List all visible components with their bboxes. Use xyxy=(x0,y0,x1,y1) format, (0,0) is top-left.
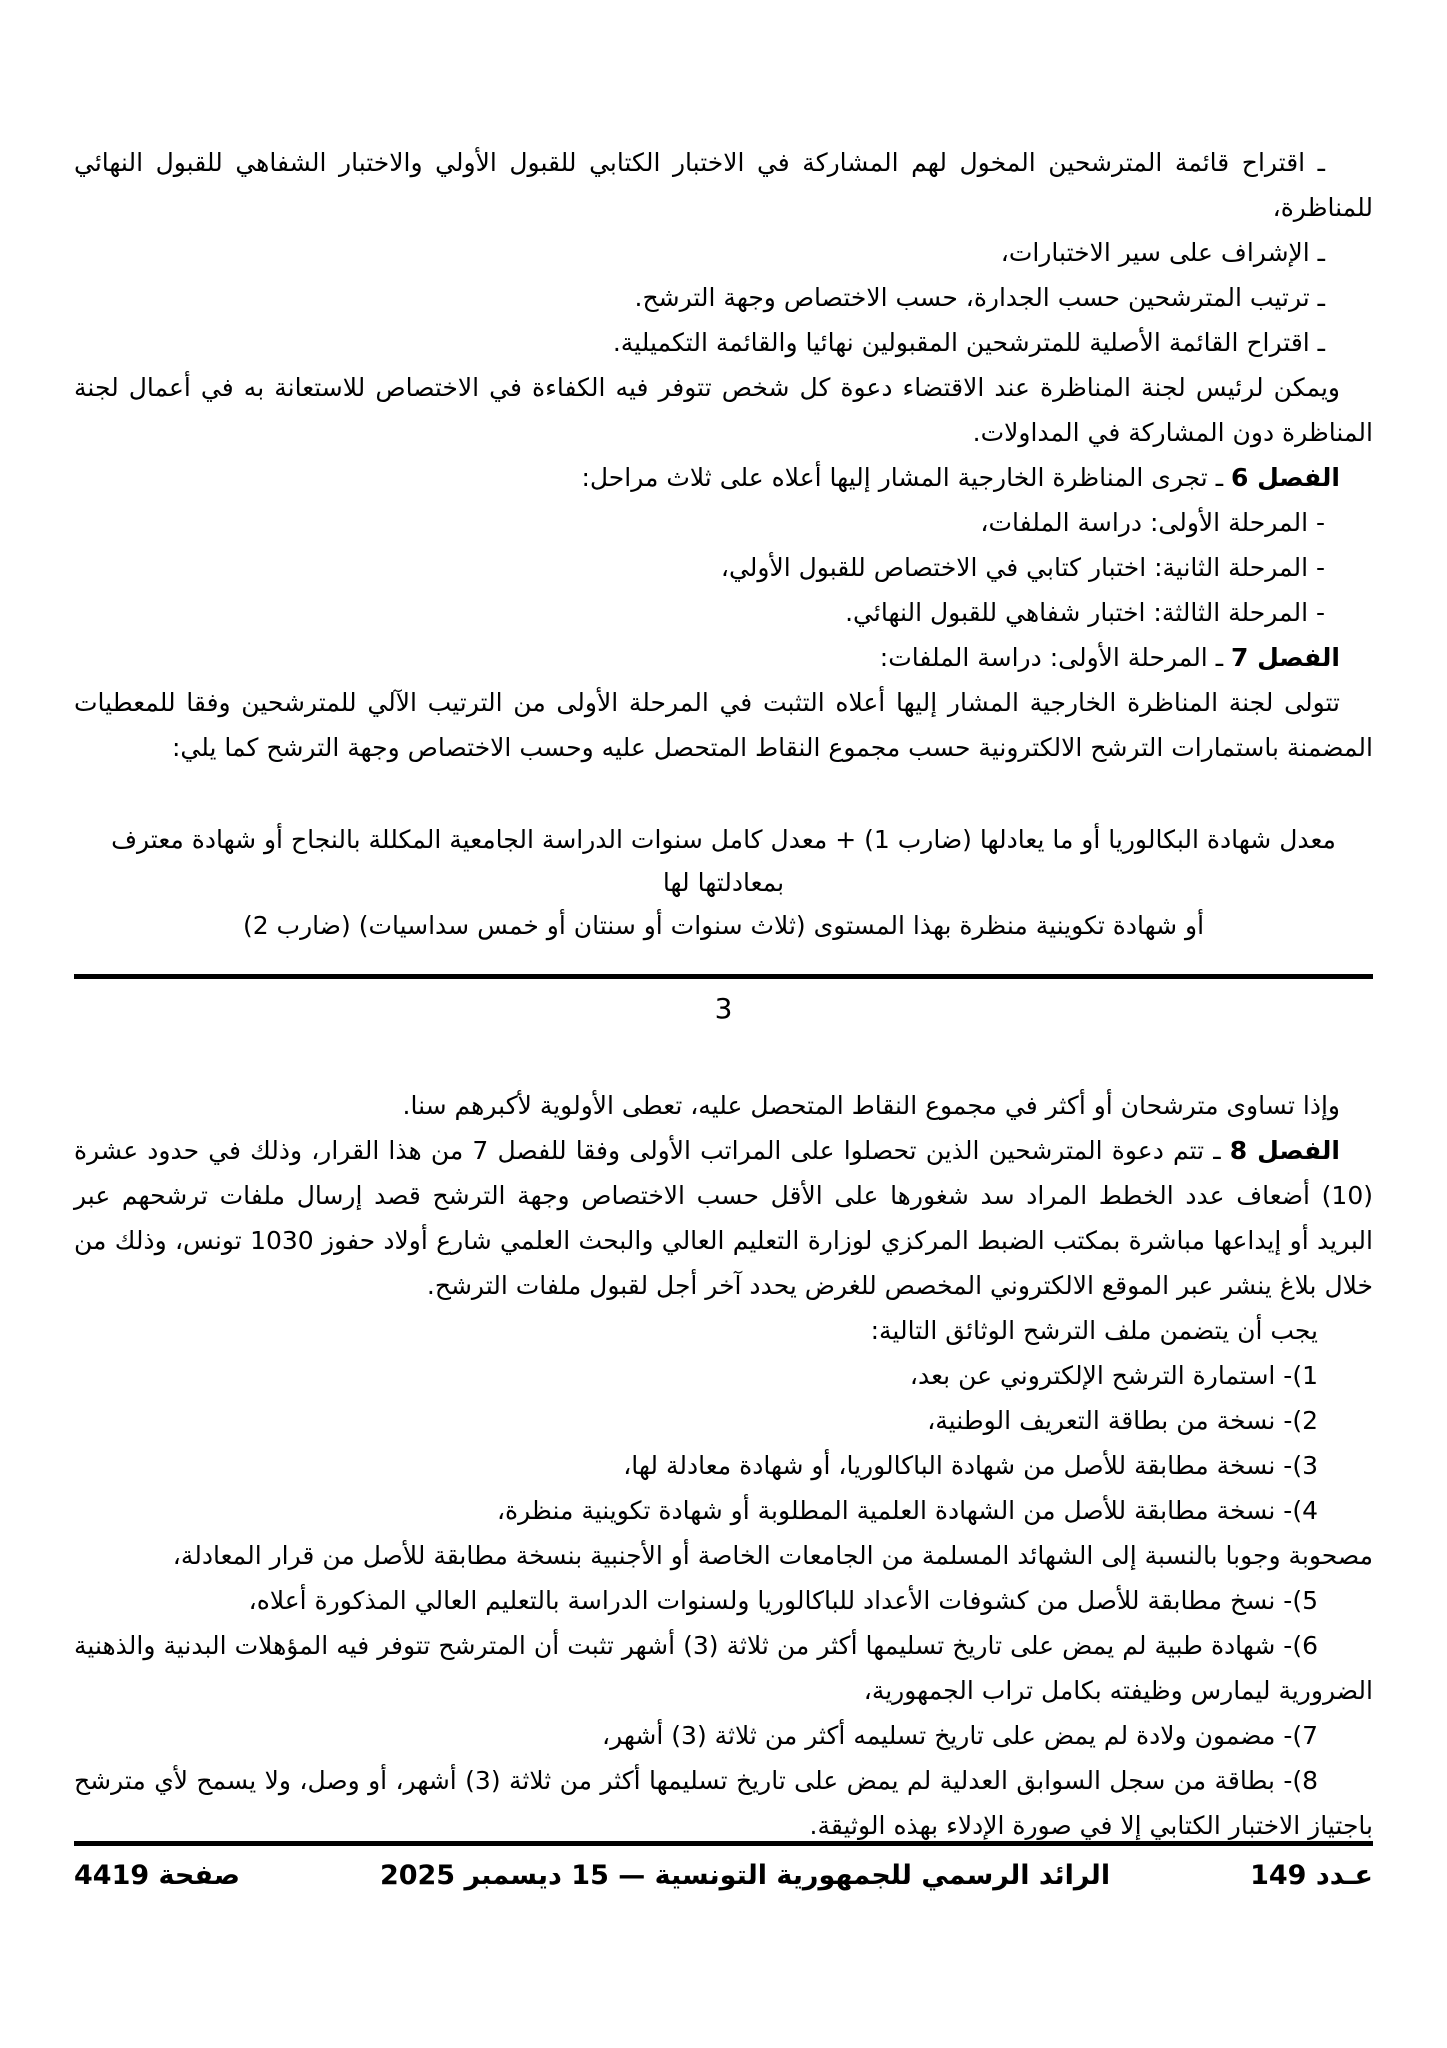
bullet-item: ـ الإشراف على سير الاختبارات، xyxy=(1000,238,1325,267)
bullet-item: ـ اقتراح القائمة الأصلية للمترشحين المقبولين نهائيا والقائمة التكميلية. xyxy=(612,328,1325,357)
footer-divider xyxy=(74,1841,1373,1846)
document-item: 5)- نسخ مطابقة للأصل من كشوفات الأعداد للباكالوريا ولسنوات الدراسة بالتعليم العالي المذكورة أعلاه، xyxy=(248,1586,1318,1615)
article-8-label: الفصل 8 xyxy=(1229,1136,1340,1165)
paragraph-committee-invite: ويمكن لرئيس لجنة المناظرة عند الاقتضاء دعوة كل شخص تتوفر فيه الكفاءة في الاختصاص للاستعانة به في أعمال لجنة المناظرة دون المشاركة في المداولات. xyxy=(74,373,1373,447)
document-item: 1)- استمارة الترشح الإلكتروني عن بعد، xyxy=(909,1361,1318,1390)
pdf-page-number: 3 xyxy=(714,992,733,1025)
formula-line-1: معدل شهادة البكالوريا أو ما يعادلها (ضارب 1) + معدل كامل سنوات الدراسة الجامعية المكللة بالنجاح أو شهادة معترف بمعادلتها لها xyxy=(111,825,1336,897)
document-item: 4)- نسخة مطابقة للأصل من الشهادة العلمية المطلوبة أو شهادة تكوينية منظرة، xyxy=(496,1496,1318,1525)
page-footer xyxy=(74,1841,1373,1891)
article-6-paragraph xyxy=(74,455,1373,500)
document-item-note: مصحوبة وجوبا بالنسبة إلى الشهائد المسلمة من الجامعات الخاصة أو الأجنبية بنسخة مطابقة للأصل من قرار المعادلة، xyxy=(172,1541,1373,1570)
footer-journal-title: الرائد الرسمي للجمهورية التونسية — 15 ديسمبر 2025 xyxy=(379,1860,1111,1891)
page-break-divider xyxy=(74,974,1373,979)
document-item: 8)- بطاقة من سجل السوابق العدلية لم يمض على تاريخ تسليمها أكثر من ثلاثة (3) أشهر، أو وصل، ولا يسمح لأي مترشح باجتياز الاختبار الكتابي إلا في صورة الإدلاء بهذه الوثيقة. xyxy=(74,1766,1373,1840)
stage-item: - المرحلة الثالثة: اختبار شفاهي للقبول النهائي. xyxy=(845,598,1325,627)
footer-issue-number: عـدد 149 xyxy=(1250,1860,1373,1891)
document-item: 6)- شهادة طبية لم يمض على تاريخ تسليمها أكثر من ثلاثة (3) أشهر تثبت أن المترشح تتوفر فيه المؤهلات البدنية والذهنية الضرورية ليمارس وظيفته بكامل تراب الجمهورية، xyxy=(74,1631,1373,1705)
article-6-label: الفصل 6 xyxy=(1230,463,1340,492)
document-item: 2)- نسخة من بطاقة التعريف الوطنية، xyxy=(927,1406,1318,1435)
article-7-text: ـ المرحلة الأولى: دراسة الملفات: xyxy=(879,643,1224,672)
article-7-paragraph xyxy=(74,635,1373,680)
paragraph-ranking: تتولى لجنة المناظرة الخارجية المشار إليها أعلاه التثبت في المرحلة الأولى من الترتيب الآلي للمترشحين وفقا للمعطيات المضمنة باستمارات الترشح الالكترونية حسب مجموع النقاط المتحصل عليه وحسب الاختصاص وجهة الترشح كما يلي: xyxy=(74,688,1373,762)
documents-intro: يجب أن يتضمن ملف الترشح الوثائق التالية: xyxy=(870,1316,1318,1345)
article-8-text: ـ تتم دعوة المترشحين الذين تحصلوا على المراتب الأولى وفقا للفصل 7 من هذا القرار، وذلك في حدود عشرة (10) أضعاف عدد الخطط المراد سد شغورها على الأقل حسب الاختصاص وجهة الترشح قصد إرسال ملفات ترشحهم عبر البريد أو إيداعها مباشرة بمكتب الضبط المركزي لوزارة التعليم العالي والبحث العلمي شارع أولاد حفوز 1030 تونس، وذلك من خلال بلاغ ينشر عبر الموقع الالكتروني المخصص للغرض يحدد آخر أجل لقبول ملفات الترشح. xyxy=(74,1136,1373,1300)
footer-page-number: صفحة 4419 xyxy=(74,1860,240,1891)
stage-item: - المرحلة الثانية: اختبار كتابي في الاختصاص للقبول الأولي، xyxy=(720,553,1325,582)
score-formula xyxy=(74,818,1373,947)
bullet-item: ـ اقتراح قائمة المترشحين المخول لهم المشاركة في الاختبار الكتابي للقبول الأولي والاختبار الشفاهي للقبول النهائي للمناظرة، xyxy=(74,148,1373,222)
document-item: 3)- نسخة مطابقة للأصل من شهادة الباكالوريا، أو شهادة معادلة لها، xyxy=(623,1451,1318,1480)
article-6-text: ـ تجرى المناظرة الخارجية المشار إليها أعلاه على ثلاث مراحل: xyxy=(581,463,1224,492)
bullet-item: ـ ترتيب المترشحين حسب الجدارة، حسب الاختصاص وجهة الترشح. xyxy=(634,283,1325,312)
article-8-paragraph xyxy=(74,1128,1373,1308)
article-7-label: الفصل 7 xyxy=(1230,643,1340,672)
formula-line-2: أو شهادة تكوينية منظرة بهذا المستوى (ثلاث سنوات أو سنتان أو خمس سداسيات) (ضارب 2) xyxy=(242,911,1205,940)
footer-row xyxy=(74,1860,1373,1891)
document-item: 7)- مضمون ولادة لم يمض على تاريخ تسليمه أكثر من ثلاثة (3) أشهر، xyxy=(602,1721,1318,1750)
stage-item: - المرحلة الأولى: دراسة الملفات، xyxy=(980,508,1325,537)
paragraph-tiebreak: وإذا تساوى مترشحان أو أكثر في مجموع النقاط المتحصل عليه، تعطى الأولوية لأكبرهم سنا. xyxy=(402,1091,1340,1120)
